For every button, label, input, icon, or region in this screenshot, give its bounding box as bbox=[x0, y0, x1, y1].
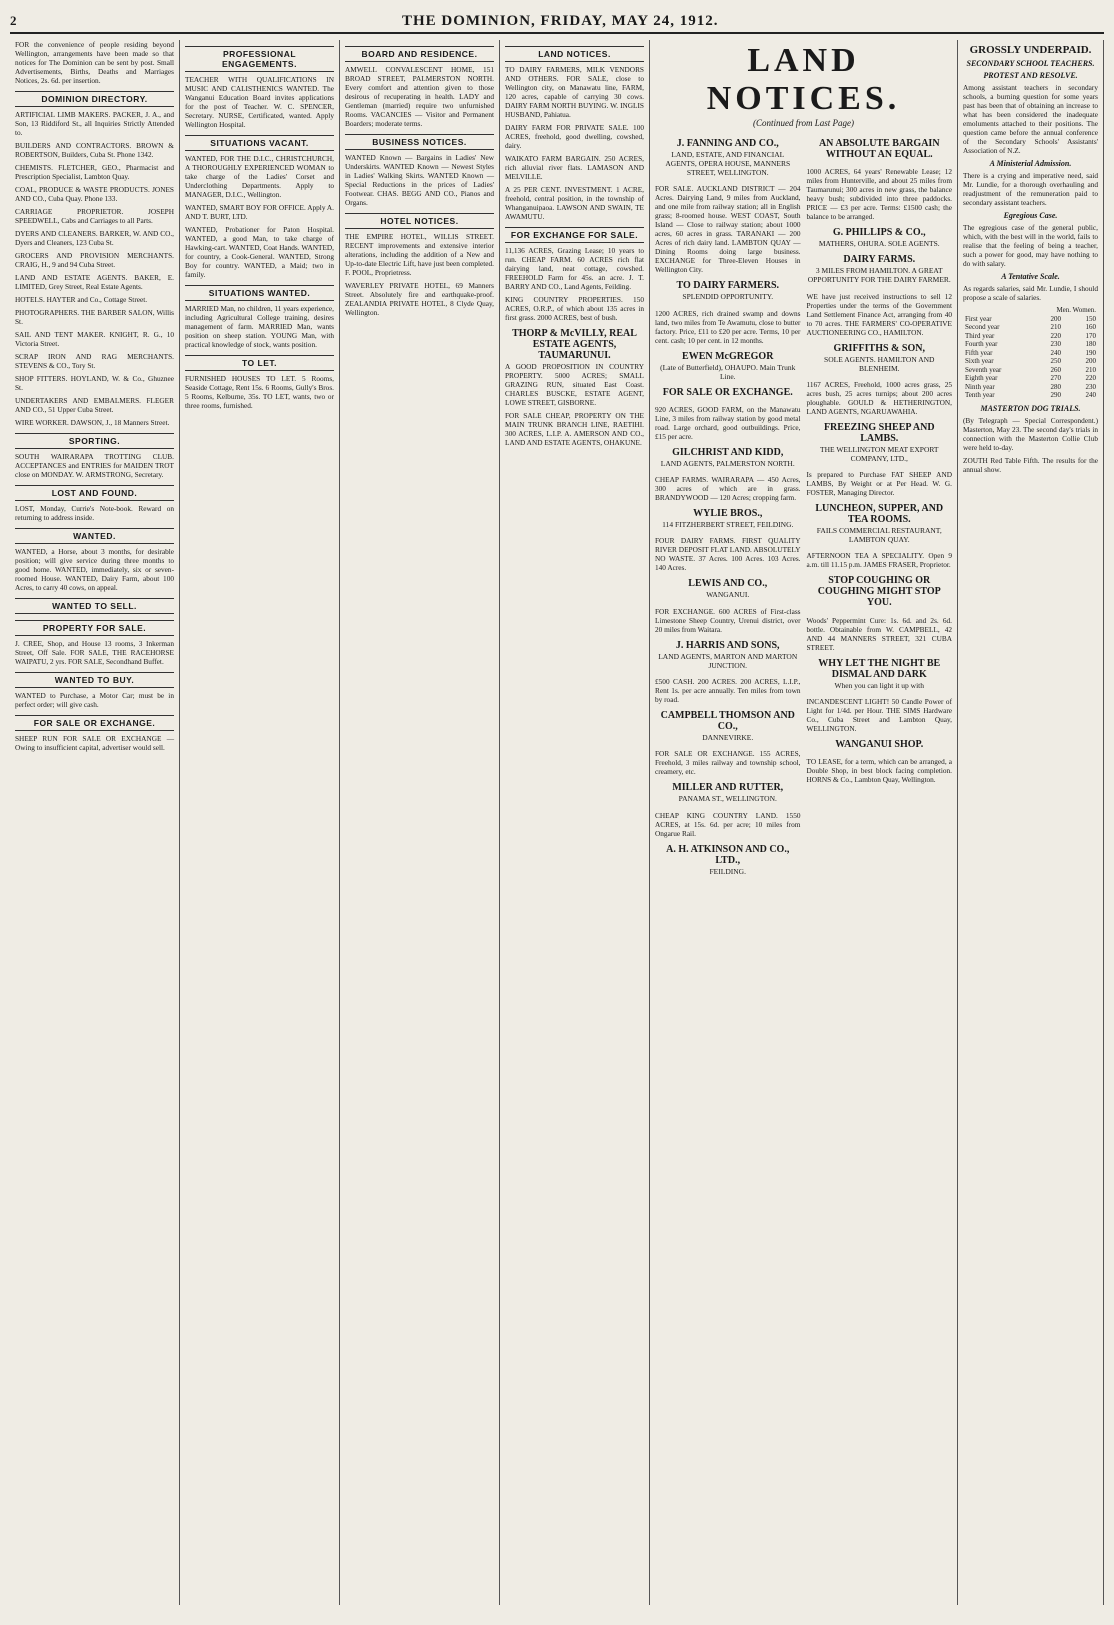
masthead bbox=[10, 10, 1104, 34]
agent-name: GRIFFITHS & SON, bbox=[833, 342, 925, 354]
smart-boy-notice: WANTED, SMART BOY FOR OFFICE. Apply A. AND T. BURT, LTD. bbox=[185, 203, 334, 221]
table-row: Second year 210 160 bbox=[965, 323, 1096, 331]
land-column-a bbox=[655, 132, 801, 879]
column-2 bbox=[180, 40, 340, 1605]
agent-name: STOP COUGHING OR COUGHING MIGHT STOP YOU. bbox=[817, 575, 941, 609]
table-row: Tenth year 290 240 bbox=[965, 391, 1096, 399]
land-notices-heading: LAND NOTICES. bbox=[706, 42, 901, 117]
land-listing: FOR EXCHANGE. 600 ACRES of First-class Limestone Sheep Country, Urenui district, over 20 miles from Waitara. bbox=[655, 606, 801, 634]
land-listing: TO DAIRY FARMERS, MILK VENDORS AND OTHERS. FOR SALE, close to Wellington city, on Manawatu line, FARM, 120 acres, capable of carrying 30 cows. DAIRY FARM NORTH BUYING. W. INGLIS HUSBAND, Pahiatua. bbox=[505, 65, 644, 119]
agent-name: AN ABSOLUTE BARGAIN WITHOUT AN EQUAL. bbox=[818, 138, 940, 160]
lost-notice: LOST, Monday, Currie's Note-book. Reward on returning to address inside. bbox=[15, 504, 174, 522]
agent-address: When you can light it up with bbox=[834, 680, 925, 690]
section-heading-professional: PROFESSIONAL ENGAGEMENTS. bbox=[185, 46, 334, 72]
agent-address: SOLE AGENTS. HAMILTON AND BLENHEIM. bbox=[824, 354, 935, 373]
section-heading-situations-vacant: SITUATIONS VACANT. bbox=[185, 135, 334, 151]
directory-item: COAL, PRODUCE & WASTE PRODUCTS. JONES AND CO., Cuba Quay. Phone 133. bbox=[15, 185, 174, 203]
intro-notice: FOR the convenience of people residing beyond Wellington, arrangements have been made so that notices for The Dominion can be sent by post. Small Advertisements, Births, Deaths and Marriages Notices, 2s. 6d. per insertion. bbox=[15, 40, 174, 85]
section-heading-lost-found: LOST AND FOUND. bbox=[15, 485, 174, 501]
hotel-notice: WAVERLEY PRIVATE HOTEL, 69 Manners Street. Absolutely fire and earthquake-proof. ZEALANDIA PRIVATE HOTEL, 8 Clyde Quay, Wellington. bbox=[345, 281, 494, 317]
land-listing: WE have just received instructions to sell 12 Properties under the terms of the Government Land Settlement Finance Act, arranging from 40 to 70 acres. THE FARMERS' CO-OPERATIVE AUCTIONEERING CO., HAMILTON. bbox=[806, 291, 952, 337]
agent-name: EWEN McGREGOR bbox=[682, 350, 774, 362]
land-listing: FOR SALE. AUCKLAND DISTRICT — 204 Acres. Dairying Land, 9 miles from Auckland, and one mile from railway station; all in English grass; 8-roomed house. WEST COAST, South Island — Close to railway station; about 1000 acres, 60 acres in grass. TARANAKI — 200 Acres of rich dairy land. LAMBTON QUAY — Dining Rooms doing large business. EXCHANGE for Three-Eleven Houses in Wellington City. bbox=[655, 184, 801, 275]
land-listing: 11,136 ACRES, Grazing Lease; 10 years to run. CHEAP FARM. 60 ACRES rich flat dairying land, neat cottage, cowshed. FREEHOLD Farm for 45s. an acre. J. T. BARRY AND CO., Land Agents, Feilding. bbox=[505, 246, 644, 291]
agent-name: LUNCHEON, SUPPER, AND TEA ROOMS. bbox=[815, 503, 944, 526]
section-heading-exchange: FOR EXCHANGE FOR SALE. bbox=[505, 227, 644, 243]
sporting-notice: SOUTH WAIRARAPA TROTTING CLUB. ACCEPTANCES and ENTRIES for MAIDEN TROT close on MONDAY. W. ARMSTRONG, Secretary. bbox=[15, 452, 174, 479]
hotel-notice: THE EMPIRE HOTEL, WILLIS STREET. RECENT improvements and extensive interior alterations, including the addition of a New and Up-to-date Electric Lift, have just been completed. F. POOL, Proprietress. bbox=[345, 232, 494, 277]
section-heading-wanted: WANTED. bbox=[15, 528, 174, 544]
page-number: 2 bbox=[10, 13, 17, 28]
article-subheading: A Ministerial Admission. bbox=[989, 159, 1072, 168]
agent-address: WANGANUI. bbox=[706, 590, 750, 600]
land-listing: WAIKATO FARM BARGAIN. 250 ACRES, rich alluvial river flats. LAMASON AND MELVILLE. bbox=[505, 154, 644, 181]
section-heading-directory: DOMINION DIRECTORY. bbox=[15, 91, 174, 107]
land-listing: 920 ACRES, GOOD FARM, on the Manawatu Line, 3 miles from railway station by good metal road. Large orchard, good outbuildings. Price, £15 per acre. bbox=[655, 404, 801, 441]
land-listing: FOUR DAIRY FARMS. FIRST QUALITY RIVER DEPOSIT FLAT LAND. ABSOLUTELY NO WASTE. 37 Acres. 100 Acres. 103 Acres. 140 Acres. bbox=[655, 536, 801, 573]
agent-name: WHY LET THE NIGHT BE DISMAL AND DARK bbox=[818, 657, 941, 680]
land-listing: CHEAP FARMS. WAIRARAPA — 450 Acres, 300 acres of which are in grass. BRANDYWOOD — 120 Acres; cropping farm. bbox=[655, 475, 801, 503]
column-container bbox=[10, 40, 1104, 1605]
agent-name: GILCHRIST AND KIDD, bbox=[672, 446, 784, 458]
land-listing: TO LEASE, for a term, which can be arranged, a Double Shop, in best block facing completion. HORNS & Co., Lambton Quay, Wellington. bbox=[806, 757, 952, 785]
land-listing: FOR SALE CHEAP, PROPERTY ON THE MAIN TRUNK BRANCH LINE, RAETIHI. 300 ACRES, L.I.P. A. AMERSON AND CO., LAND AND ESTATE AGENTS, OHAKUNE. bbox=[505, 411, 644, 447]
agent-address: MATHERS, OHURA. SOLE AGENTS. bbox=[818, 239, 940, 249]
directory-item: PHOTOGRAPHERS. THE BARBER SALON, Willis St. bbox=[15, 308, 174, 326]
land-listing: AFTERNOON TEA A SPECIALITY. Open 9 a.m. till 11.15 p.m. JAMES FRASER, Proprietor. bbox=[806, 551, 952, 570]
salary-scale-table bbox=[963, 306, 1098, 400]
column-3 bbox=[340, 40, 500, 1605]
land-listing: INCANDESCENT LIGHT! 50 Candle Power of Light for 1/4d. per Hour. THE SIMS Hardware Co., Cuba Street and Lambton Quay, WELLINGTON. bbox=[806, 697, 952, 734]
agent-name: MILLER AND RUTTER, bbox=[672, 782, 784, 794]
agent-address: LAND, ESTATE, AND FINANCIAL AGENTS, OPERA HOUSE, MANNERS STREET, WELLINGTON. bbox=[665, 150, 791, 177]
agent-address: 114 FITZHERBERT STREET, FEILDING. bbox=[662, 520, 794, 530]
land-notices-columns bbox=[655, 132, 952, 879]
table-row: First year 200 150 bbox=[965, 314, 1096, 323]
continued-note: (Continued from Last Page) bbox=[753, 118, 854, 128]
table-row: Fifth year 240 190 bbox=[965, 348, 1096, 357]
land-listing: CHEAP KING COUNTRY LAND. 1550 ACRES, at 15s. 6d. per acre; 10 miles from Ongarue Rail. bbox=[655, 810, 801, 838]
situation-notice: WANTED, Probationer for Paton Hospital. WANTED, a good Man, to take charge of Hawking-cart. WANTED, Coat Hands. WANTED, for country, a Cook-General. WANTED, Strong Boy for country. WANTED, a Maid; two in family. bbox=[185, 225, 334, 279]
agent-name: J. FANNING AND CO., bbox=[676, 138, 779, 149]
land-listing: KING COUNTRY PROPERTIES. 150 ACRES, O.R.P., of which about 135 acres in first grass. 2000 ACRES, best of bush. bbox=[505, 295, 644, 322]
section-heading-wanted-sell: WANTED TO SELL. bbox=[15, 598, 174, 614]
directory-item: CHEMISTS. FLETCHER, GEO., Pharmacist and Prescription Specialist, Lambton Quay. bbox=[15, 163, 174, 181]
directory-item: DYERS AND CLEANERS. BARKER, W. AND CO., Dyers and Cleaners, 123 Cuba St. bbox=[15, 229, 174, 247]
article-paragraph: As regards salaries, said Mr. Lundie, I should propose a scale of salaries. bbox=[963, 284, 1098, 302]
agent-name: CAMPBELL THOMSON AND CO., bbox=[660, 710, 795, 733]
newspaper-page bbox=[10, 10, 1104, 1605]
section-heading-sale-exchange: FOR SALE OR EXCHANGE. bbox=[15, 715, 174, 731]
land-listing: 1000 ACRES, 64 years' Renewable Lease; 12 miles from Hunterville, and about 25 miles from Taumarunui; 300 acres in new grass, the balance heavy bush; subdivided into three paddocks. PRICE — £3 per acre. Terms: £1500 cash; the balance to be arranged. bbox=[806, 167, 952, 222]
article-subheading: MASTERTON DOG TRIALS. bbox=[980, 403, 1081, 413]
agent-name: WANGANUI SHOP. bbox=[835, 739, 924, 751]
land-listing: £500 CASH. 200 ACRES. 200 ACRES, L.I.P., Rent 1s. per acre annually. Ten miles from town by road. bbox=[655, 677, 801, 705]
table-row: Fourth year 230 180 bbox=[965, 340, 1096, 348]
table-header: Men. Women. bbox=[1056, 306, 1096, 314]
agent-name: FOR SALE OR EXCHANGE. bbox=[662, 386, 793, 398]
table-row: Seventh year 260 210 bbox=[965, 365, 1096, 374]
agent-name: J. HARRIS AND SONS, bbox=[675, 639, 780, 651]
section-heading-to-let: TO LET. bbox=[185, 355, 334, 371]
table-row: Ninth year 280 230 bbox=[965, 382, 1096, 391]
masthead-title: THE DOMINION, FRIDAY, MAY 24, 1912. bbox=[401, 12, 719, 29]
directory-item: SHOP FITTERS. HOYLAND, W. & Co., Ghuznee St. bbox=[15, 374, 174, 392]
exchange-notice: SHEEP RUN FOR SALE OR EXCHANGE — Owing to insufficient capital, advertiser would sell. bbox=[15, 734, 174, 752]
agent-address: 3 MILES FROM HAMILTON. A GREAT OPPORTUNITY FOR THE DAIRY FARMER. bbox=[807, 266, 951, 285]
directory-item: LAND AND ESTATE AGENTS. BAKER, E. LIMITED, Grey Street, Real Estate Agents. bbox=[15, 273, 174, 291]
agent-name: A. H. ATKINSON AND CO., LTD., bbox=[666, 843, 790, 866]
directory-item: ARTIFICIAL LIMB MAKERS. PACKER, J. A., and Son, 13 Riddiford St., all Inquiries Strictly Attended to. bbox=[15, 110, 174, 137]
article-paragraph: Among assistant teachers in secondary schools, a burning question for some years past has been that of obtaining an increase to what has been considered the inadequate emoluments attached to their positions. The question came before the annual conference of the Secondary Schools' Assistants' Association of N.Z. bbox=[963, 83, 1098, 155]
agent-address: LAND AGENTS, MARTON AND MARTON JUNCTION. bbox=[658, 651, 798, 670]
land-listing: A 25 PER CENT. INVESTMENT. 1 ACRE, freehold, central position, in the township of Whanganuipaoa. LAWSON AND SWAIN, TE AWAMUTU. bbox=[505, 185, 644, 221]
property-notice: J. CREE, Shop, and House 13 rooms, 3 Inkerman Street, Off Sale. FOR SALE, THE RACEHORSE WAIPATU, 2 yrs. FOR SALE, Secondhand Buffet. bbox=[15, 639, 174, 666]
agent-address: PANAMA ST., WELLINGTON. bbox=[678, 794, 777, 804]
column-7 bbox=[958, 40, 1104, 1605]
directory-item: BUILDERS AND CONTRACTORS. BROWN & ROBERTSON, Builders, Cuba St. Phone 1342. bbox=[15, 141, 174, 159]
section-heading-business: BUSINESS NOTICES. bbox=[345, 134, 494, 150]
directory-item: SCRAP IRON AND RAG MERCHANTS. STEVENS & CO., Tory St. bbox=[15, 352, 174, 370]
to-let-notice: FURNISHED HOUSES TO LET. 5 Rooms, Seaside Cottage, Rent 15s. 6 Rooms, Gully's Bros. 5 Rooms, Kelburne, 35s. TO LET, wants, two or three rooms, furnished. bbox=[185, 374, 334, 410]
agent-name: LEWIS AND CO., bbox=[688, 578, 768, 590]
table-row: Sixth year 250 200 bbox=[965, 357, 1096, 365]
directory-item: CARRIAGE PROPRIETOR. JOSEPH SPEEDWELL, Cabs and Carriages to all Parts. bbox=[15, 207, 174, 225]
section-heading-land-small: LAND NOTICES. bbox=[505, 46, 644, 62]
agent-name: WYLIE BROS., bbox=[693, 508, 763, 520]
situation-wanted-notice: MARRIED Man, no children, 11 years experience, including Agricultural College training, desires management of farm. MARRIED Man, wants position on sheep station. YOUNG Man, with practical knowledge of stock, wants position. bbox=[185, 304, 334, 349]
buy-notice: WANTED to Purchase, a Motor Car; must be in perfect order; will give cash. bbox=[15, 691, 174, 709]
agent-name: TO DAIRY FARMERS. bbox=[676, 280, 780, 292]
situation-notice: WANTED, FOR THE D.I.C., CHRISTCHURCH, A THOROUGHLY EXPERIENCED WOMAN to take charge of the Ladies' Corset and Underclothing Departments. Apply to MANAGER, D.I.C., Wellington. bbox=[185, 154, 334, 199]
section-heading-situations-wanted: SITUATIONS WANTED. bbox=[185, 285, 334, 301]
directory-item: SAIL AND TENT MAKER. KNIGHT, R. G., 10 Victoria Street. bbox=[15, 330, 174, 348]
agent-address: FEILDING. bbox=[709, 866, 746, 876]
land-listing: DAIRY FARM FOR PRIVATE SALE. 100 ACRES, freehold, good dwelling, cowshed, dairy. bbox=[505, 123, 644, 150]
agent-address: (Late of Butterfield), OHAUPO. Main Trunk Line. bbox=[660, 362, 796, 381]
section-heading-property-sale: PROPERTY FOR SALE. bbox=[15, 620, 174, 636]
land-listing: A GOOD PROPOSITION IN COUNTRY PROPERTY. 5000 ACRES; SMALL GRAZING RUN, situated East Coast. CHARLES BUSCKE, ESTATE AGENT, LOWE STREET, GISBORNE. bbox=[505, 362, 644, 407]
article-subheading: SECONDARY SCHOOL TEACHERS. bbox=[966, 59, 1095, 68]
article-subheading: Egregious Case. bbox=[1003, 211, 1058, 220]
article-headline: GROSSLY UNDERPAID. bbox=[969, 44, 1092, 56]
agent-address: SPLENDID OPPORTUNITY. bbox=[682, 292, 774, 302]
article-paragraph: There is a crying and imperative need, said Mr. Lundie, for a thorough overhauling and readjustment of the remuneration paid to secondary assistant teachers. bbox=[963, 171, 1098, 207]
agent-name: DAIRY FARMS. bbox=[843, 254, 916, 266]
article-subheading: A Tentative Scale. bbox=[1001, 272, 1060, 281]
agent-address: THE WELLINGTON MEAT EXPORT COMPANY, LTD., bbox=[820, 444, 939, 463]
article-paragraph: ZOUTH Red Table Fifth. The results for the annual show. bbox=[963, 455, 1098, 474]
agent-name: FREEZING SHEEP AND LAMBS. bbox=[823, 421, 935, 444]
section-heading-board: BOARD AND RESIDENCE. bbox=[345, 46, 494, 62]
agent-name: THORP & McVILLY, REAL ESTATE AGENTS, TAUMARUNUI. bbox=[512, 328, 637, 361]
directory-item: HOTELS. HAYTER and Co., Cottage Street. bbox=[15, 295, 148, 304]
agent-address: DANNEVIRKE. bbox=[702, 733, 754, 743]
directory-item: WIRE WORKER. DAWSON, J., 18 Manners Street. bbox=[15, 418, 170, 427]
professional-notice: TEACHER WITH QUALIFICATIONS IN MUSIC AND CALISTHENICS WANTED. The Wanganui Education Board invites applications for the post of Teacher. W. C. SPENCER, Secretary. NURSE, Certificated, wanted. Apply Wellington Hospital. bbox=[185, 75, 334, 129]
board-notice: AMWELL CONVALESCENT HOME, 151 BROAD STREET, PALMERSTON NORTH. Every comfort and attention given to those desirous of recuperating in health. LADY and Gentleman (married) require two unfurnished Rooms. VACANCIES — Visitor and Permanent Boarders; moderate terms. bbox=[345, 65, 494, 128]
agent-name: G. PHILLIPS & CO., bbox=[832, 227, 926, 239]
table-row: Third year 220 170 bbox=[965, 331, 1096, 340]
wanted-notice: WANTED, a Horse, about 3 months, for desirable position; will give service during three months to good home. WANTED, immediately, six or seven-roomed House. WANTED, Dairy Farm, about 100 Acres, to carry 40 cows, on appeal. bbox=[15, 547, 174, 592]
agent-address: FAILS COMMERCIAL RESTAURANT, LAMBTON QUAY. bbox=[816, 526, 942, 545]
column-1 bbox=[10, 40, 180, 1605]
section-heading-hotel: HOTEL NOTICES. bbox=[345, 213, 494, 229]
business-notice: WANTED Known — Bargains in Ladies' New Underskirts. WANTED Known — Newest Styles in Ladies' Walking Skirts. WANTED Known — Special Reductions in the prices of Ladies' Footwear. CHAS. BEGG AND CO., Pianos and Organs. bbox=[345, 153, 494, 207]
article-paragraph: (By Telegraph — Special Correspondent.) Masterton, May 23. The second day's trials in connection with the Masterton Collie Club were held to-day. bbox=[963, 415, 1098, 452]
land-listing: 1200 ACRES, rich drained swamp and downs land, two miles from Te Awamutu, close to butter factory. Price, £11 to £20 per acre. Terms, 10 per cent. cash; 10 per cent. in 12 months. bbox=[655, 308, 801, 345]
land-listing: Is prepared to Purchase FAT SHEEP AND LAMBS, By Weight or at Per Head. W. G. FOSTER, Managing Director. bbox=[806, 470, 952, 498]
table-row: Eighth year 270 220 bbox=[965, 374, 1096, 382]
section-heading-wanted-buy: WANTED TO BUY. bbox=[15, 672, 174, 688]
directory-item: GROCERS AND PROVISION MERCHANTS. CRAIG, H., 9 and 94 Cuba Street. bbox=[15, 251, 174, 269]
land-listing: FOR SALE OR EXCHANGE. 155 ACRES, Freehold, 3 miles railway and township school, creamery, etc. bbox=[655, 749, 801, 777]
column-4 bbox=[500, 40, 650, 1605]
land-column-b bbox=[807, 132, 953, 879]
article-subheading: PROTEST AND RESOLVE. bbox=[983, 71, 1078, 80]
article-paragraph: The egregious case of the general public, which, with the best will in the world, fails to realise that the feeling of being a teacher, such a power for good, may have nothing to do with salary. bbox=[963, 223, 1098, 268]
land-notices-section bbox=[650, 40, 958, 1605]
directory-item: UNDERTAKERS AND EMBALMERS. FLEGER AND CO., 51 Upper Cuba Street. bbox=[15, 396, 174, 414]
section-heading-sporting: SPORTING. bbox=[15, 433, 174, 449]
land-listing: Woods' Peppermint Cure: 1s. 6d. and 2s. 6d. bottle. Obtainable from W. CAMPBELL, 42 AND 44 MANNERS STREET, 321 CUBA STREET. bbox=[806, 615, 952, 652]
land-listing: 1167 ACRES, Freehold, 1000 acres grass, 25 acres bush, 25 acres turnips; about 200 acres ploughable. GOULD & HETHERINGTON, LAND AGENTS, NGARUAWAHIA. bbox=[806, 379, 952, 416]
agent-address: LAND AGENTS, PALMERSTON NORTH. bbox=[660, 458, 795, 468]
